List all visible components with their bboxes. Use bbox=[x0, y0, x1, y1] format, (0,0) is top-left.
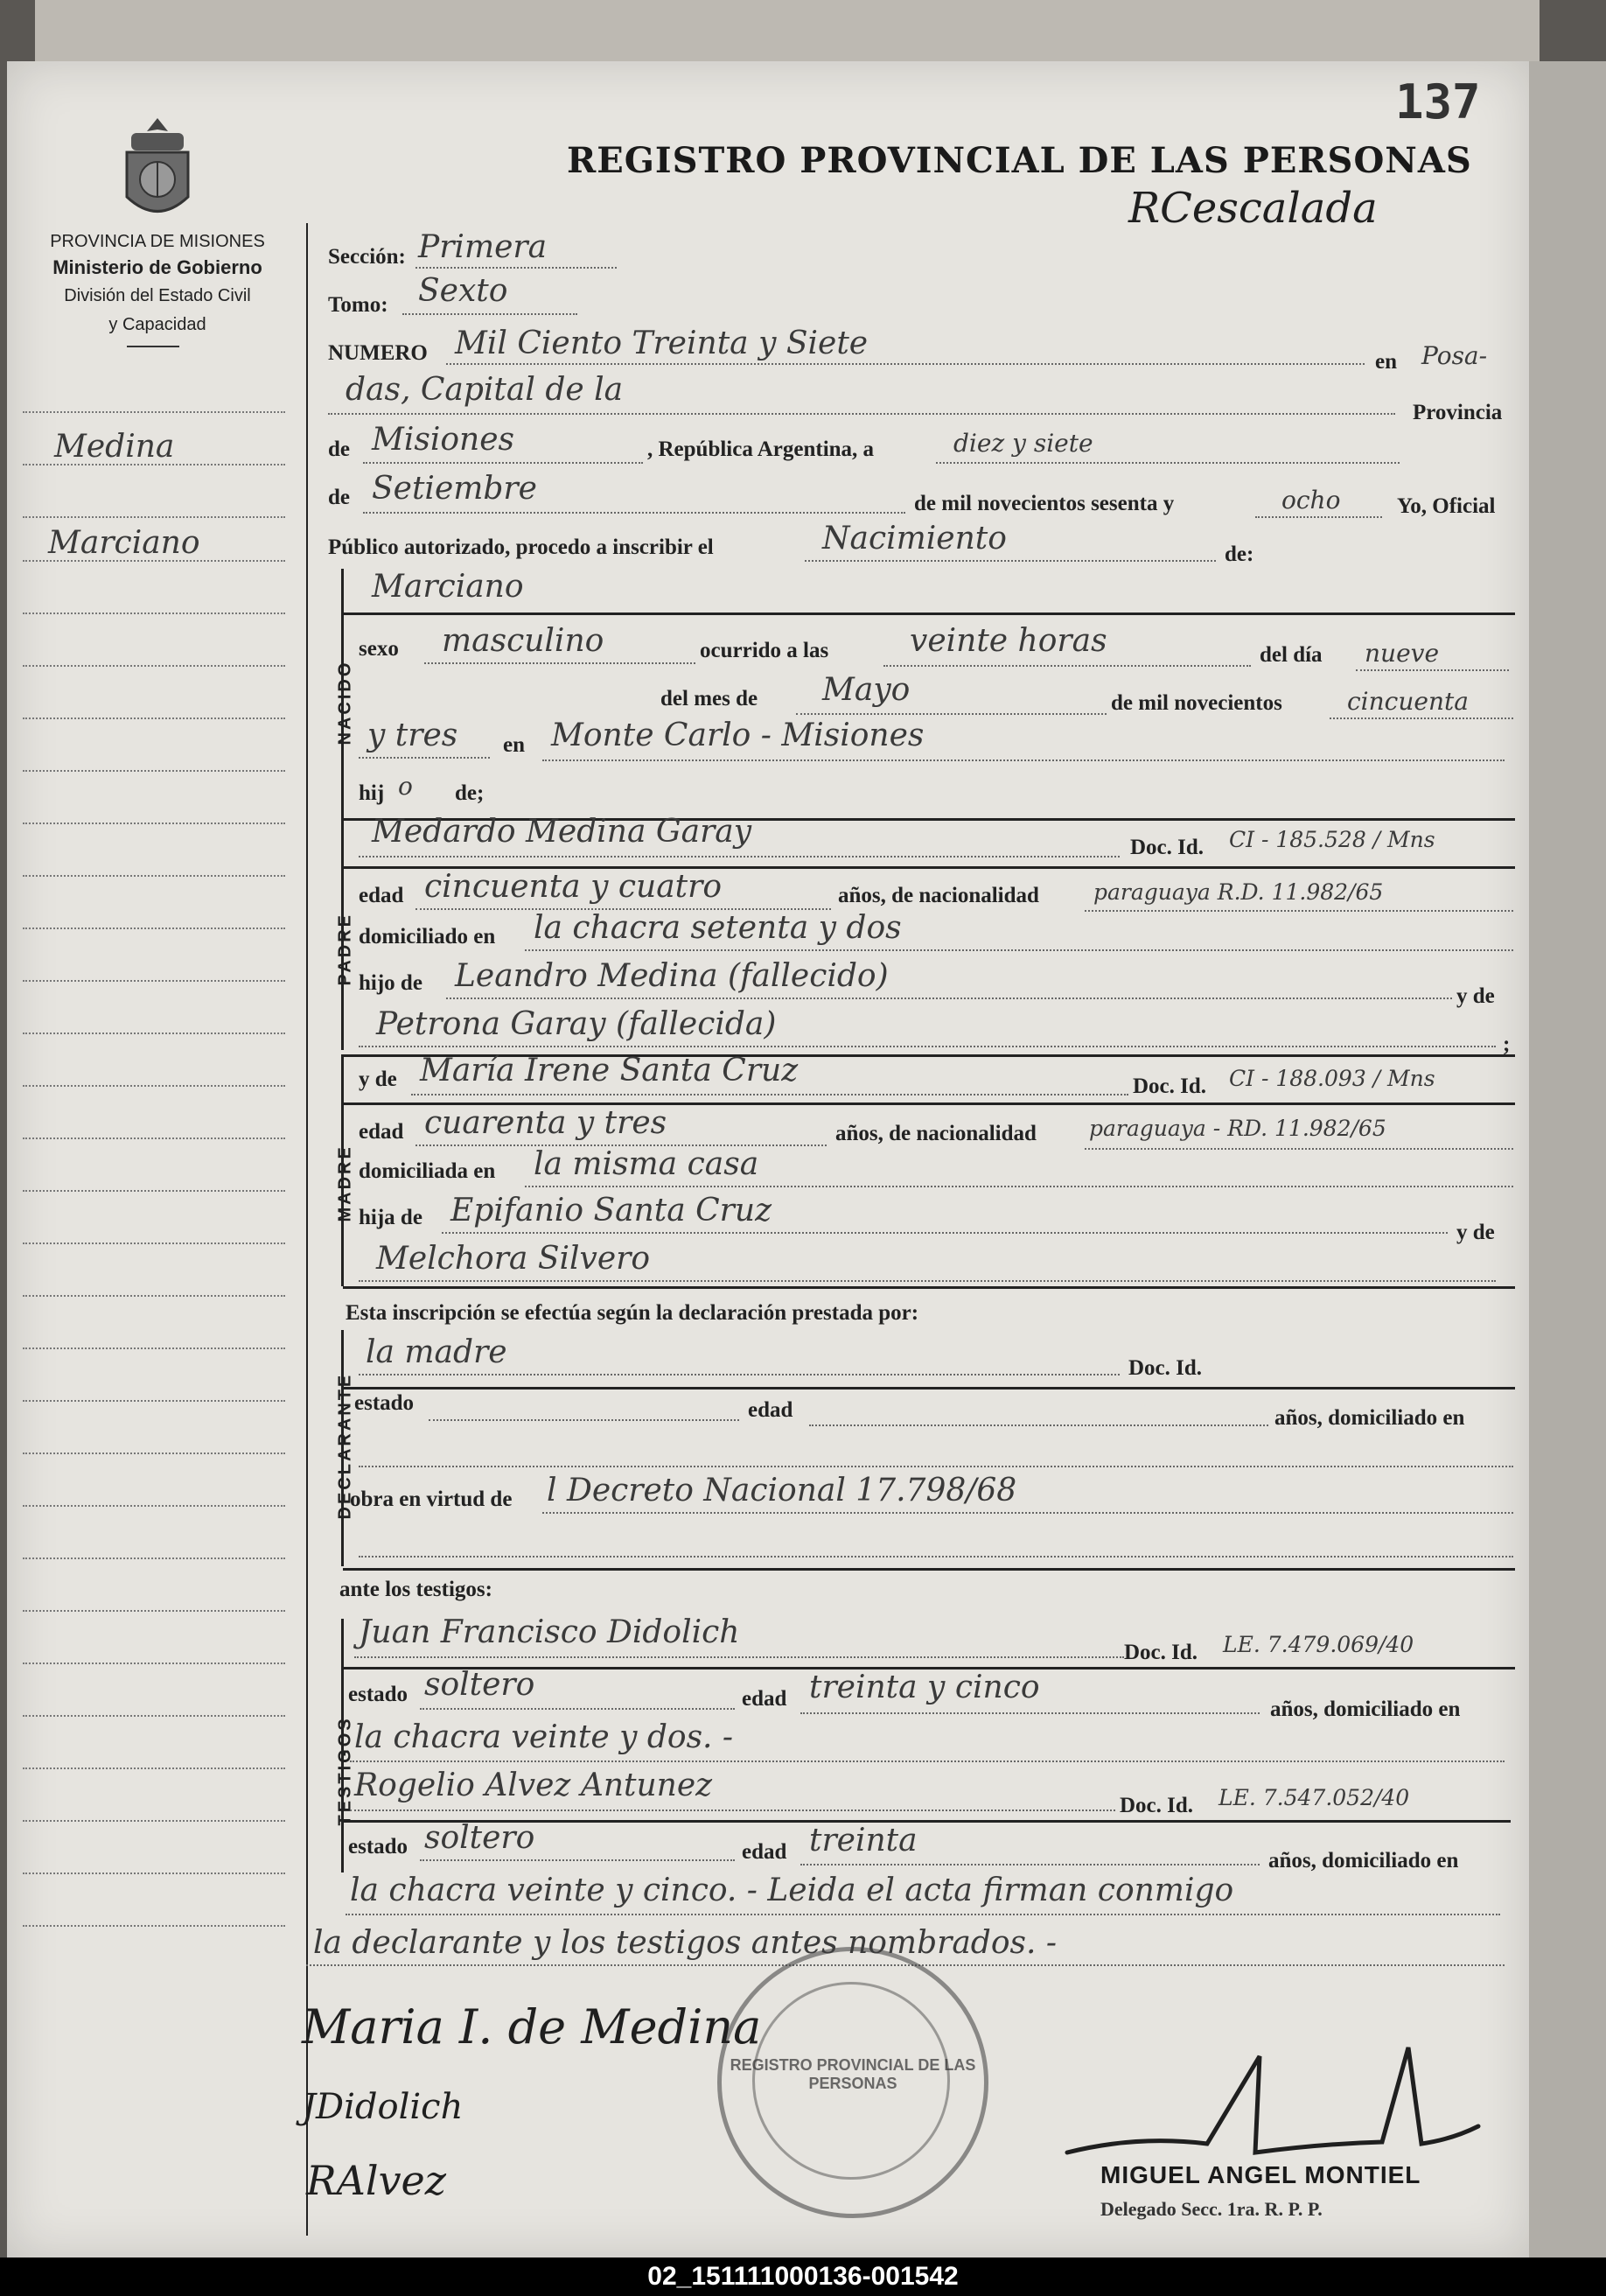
anio-line bbox=[1255, 516, 1382, 518]
madre-y-de-label-2: y de bbox=[1456, 1221, 1495, 1244]
numero-label: NUMERO bbox=[328, 341, 428, 365]
signature-testigo-1: JDidolich bbox=[302, 2087, 464, 2127]
official-seal: REGISTRO PROVINCIAL DE LAS PERSONAS bbox=[717, 1947, 988, 2218]
republica-label: , República Argentina, a bbox=[647, 438, 875, 461]
madre-hija-label: hija de bbox=[359, 1206, 422, 1229]
margin-line bbox=[23, 1505, 285, 1507]
anio-nac-line bbox=[1330, 718, 1513, 719]
nombre-value: Marciano bbox=[372, 569, 524, 605]
testigo-1-doc-value: LE. 7.479.069/40 bbox=[1223, 1632, 1414, 1657]
declarante-anos-label: años, domiciliado en bbox=[1274, 1406, 1465, 1430]
testigo-2-edad-label: edad bbox=[742, 1840, 787, 1864]
madre-anos-label: años, de nacionalidad bbox=[835, 1122, 1037, 1145]
obra-line-2 bbox=[359, 1556, 1513, 1558]
madre-doc-value: CI - 188.093 / Mns bbox=[1229, 1066, 1435, 1091]
signature-madre: Maria I. de Medina bbox=[302, 1999, 762, 2054]
madre-edad-value: cuarenta y tres bbox=[424, 1105, 667, 1141]
testigo-2-anos-label: años, domiciliado en bbox=[1268, 1849, 1459, 1872]
padre-doc-value: CI - 185.528 / Mns bbox=[1229, 827, 1435, 852]
ante-label: ante los testigos: bbox=[339, 1578, 492, 1601]
ocurrido-label: ocurrido a las bbox=[700, 639, 829, 662]
dia-nac-line bbox=[1356, 669, 1509, 671]
margin-surname: Medina bbox=[54, 429, 175, 465]
anio-nac-1: cincuenta bbox=[1347, 687, 1469, 716]
closing-text: la declarante y los testigos antes nombrados. - bbox=[313, 1925, 1058, 1961]
signature-testigo-2: RAlvez bbox=[306, 2157, 447, 2204]
padre-domicilio-line bbox=[525, 949, 1513, 951]
testigo-2-domicilio-line bbox=[346, 1914, 1500, 1915]
margin-line bbox=[23, 1452, 285, 1454]
ministry-capacity: y Capacidad bbox=[108, 315, 206, 334]
padre-anos-label: años, de nacionalidad bbox=[838, 884, 1039, 907]
margin-line bbox=[23, 1820, 285, 1822]
madre-padre-line bbox=[442, 1232, 1448, 1234]
madre-madre-line bbox=[359, 1280, 1496, 1282]
padre-semicolon: ; bbox=[1503, 1032, 1511, 1056]
nacido-side-label: NACIDO bbox=[335, 660, 355, 746]
declarante-nombre-line bbox=[359, 1374, 1120, 1376]
padre-side-label: PADRE bbox=[335, 912, 355, 986]
padre-nombre-line bbox=[359, 856, 1120, 858]
testigo-1-estado-line bbox=[420, 1708, 735, 1710]
coat-of-arms-icon bbox=[114, 114, 201, 228]
declarante-domicilio-line bbox=[359, 1466, 1513, 1467]
padre-nombre: Medardo Medina Garay bbox=[372, 814, 752, 850]
hij-label: hij bbox=[359, 781, 385, 805]
tomo-line bbox=[402, 313, 577, 315]
testigo-2-doc-label: Doc. Id. bbox=[1120, 1794, 1194, 1817]
hij-suffix: o bbox=[398, 772, 413, 801]
sexo-line bbox=[424, 662, 695, 664]
margin-line bbox=[23, 875, 285, 877]
lugar-nac-line bbox=[542, 760, 1505, 761]
margin-line bbox=[23, 1242, 285, 1244]
madre-nac-line bbox=[1085, 1148, 1513, 1150]
en-label: en bbox=[1375, 350, 1397, 374]
margin-line bbox=[23, 822, 285, 824]
tomo-value: Sexto bbox=[418, 273, 508, 309]
oficial-cargo: Delegado Secc. 1ra. R. P. P. bbox=[1100, 2198, 1323, 2220]
madre-madre: Melchora Silvero bbox=[376, 1241, 651, 1277]
margin-line bbox=[23, 1295, 285, 1297]
de-colon-label: de: bbox=[1225, 542, 1254, 566]
inscripcion-label: Esta inscripción se efectúa según la declaración prestada por: bbox=[346, 1301, 919, 1325]
testigo-2-nombre: Rogelio Alvez Antunez bbox=[354, 1768, 713, 1803]
sexo-label: sexo bbox=[359, 637, 399, 661]
padre-madre-line bbox=[359, 1046, 1496, 1047]
madre-domicilio: la misma casa bbox=[534, 1146, 759, 1182]
seccion-label: Sección: bbox=[328, 245, 406, 269]
padre-hijo-label: hijo de bbox=[359, 971, 422, 995]
file-caption: 02_151111000136-001542 bbox=[0, 2258, 1606, 2296]
madre-side-label: MADRE bbox=[335, 1144, 355, 1222]
decreto-line bbox=[542, 1512, 1513, 1514]
dia-nac-value: nueve bbox=[1365, 639, 1440, 668]
numero-line bbox=[446, 363, 1365, 365]
top-signature: RCescalada bbox=[1128, 184, 1378, 233]
declarante-edad-label: edad bbox=[748, 1398, 793, 1422]
en-lugar-label: en bbox=[503, 733, 525, 757]
madre-domicilio-label: domiciliada en bbox=[359, 1159, 496, 1183]
del-mes-label: del mes de bbox=[660, 687, 758, 710]
madre-domicilio-line bbox=[525, 1186, 1513, 1187]
testigo-2-estado: soltero bbox=[424, 1820, 535, 1856]
margin-line bbox=[23, 1610, 285, 1612]
anio-nac-2-line bbox=[359, 757, 490, 759]
yo-oficial-label: Yo, Oficial bbox=[1397, 494, 1496, 518]
margin-line bbox=[23, 1085, 285, 1087]
mes-value: Setiembre bbox=[372, 471, 537, 507]
padre-padre-line bbox=[446, 998, 1452, 999]
padre-domicilio: la chacra setenta y dos bbox=[534, 910, 902, 946]
testigo-1-anos-label: años, domiciliado en bbox=[1270, 1698, 1461, 1721]
declarante-doc-label: Doc. Id. bbox=[1128, 1356, 1203, 1380]
declarante-side-label: DECLARANTE bbox=[335, 1372, 355, 1520]
padre-y-de-label: y de bbox=[1456, 984, 1495, 1008]
dia-line bbox=[936, 462, 1400, 464]
padre-edad-value: cincuenta y cuatro bbox=[424, 869, 723, 905]
padre-nacionalidad: paraguaya R.D. 11.982/65 bbox=[1093, 879, 1384, 905]
margin-line bbox=[23, 1400, 285, 1402]
madre-y-de-label: y de bbox=[359, 1068, 397, 1091]
declarante-edad-line bbox=[809, 1424, 1268, 1426]
margin-given-name: Marciano bbox=[48, 525, 200, 561]
margin-line bbox=[23, 1558, 285, 1559]
declarante-estado-line bbox=[429, 1419, 739, 1421]
margin-line bbox=[23, 1715, 285, 1717]
testigo-1-doc-label: Doc. Id. bbox=[1124, 1641, 1198, 1664]
testigo-1-nombre-line bbox=[354, 1656, 1124, 1658]
testigo-2-estado-label: estado bbox=[348, 1835, 408, 1858]
ministry-province: PROVINCIA DE MISIONES bbox=[50, 232, 265, 251]
testigo-1-edad-label: edad bbox=[742, 1687, 787, 1711]
madre-edad-label: edad bbox=[359, 1120, 404, 1144]
en-value-1: Posa- bbox=[1421, 341, 1488, 370]
hora-line bbox=[883, 665, 1251, 667]
mes-nac-value: Mayo bbox=[822, 672, 911, 708]
del-dia-label: del día bbox=[1260, 643, 1323, 667]
binder-top-edge bbox=[35, 0, 1540, 63]
padre-doc-label: Doc. Id. bbox=[1130, 836, 1204, 859]
seccion-line bbox=[415, 267, 617, 269]
madre-nombre: María Irene Santa Cruz bbox=[420, 1053, 799, 1088]
mes-nac-line bbox=[796, 713, 1107, 715]
testigo-2-domicilio: la chacra veinte y cinco. - Leida el acta firman conmigo bbox=[350, 1872, 1234, 1908]
margin-line bbox=[23, 1872, 285, 1874]
hij-de-label: de; bbox=[455, 781, 485, 805]
margin-line bbox=[23, 1032, 285, 1034]
madre-end-rule bbox=[343, 1286, 1515, 1289]
madre-doc-label: Doc. Id. bbox=[1133, 1074, 1207, 1098]
declarante-name-rule bbox=[343, 1387, 1515, 1390]
de-label: de bbox=[328, 438, 350, 461]
tomo-label: Tomo: bbox=[328, 293, 388, 317]
anio-value: ocho bbox=[1281, 486, 1341, 514]
margin-line bbox=[23, 718, 285, 719]
en-line-2 bbox=[328, 413, 1395, 415]
declarante-estado-label: estado bbox=[354, 1391, 415, 1415]
provincia-value: Misiones bbox=[372, 422, 515, 458]
en-value-2: das, Capital de la bbox=[346, 372, 624, 408]
seccion-value: Primera bbox=[418, 229, 548, 265]
testigo-1-estado-label: estado bbox=[348, 1683, 408, 1706]
testigo-2-nombre-line bbox=[350, 1810, 1115, 1811]
padre-padre: Leandro Medina (fallecido) bbox=[455, 958, 889, 994]
oficial-name: MIGUEL ANGEL MONTIEL bbox=[1100, 2161, 1421, 2188]
ministry-division: División del Estado Civil bbox=[64, 286, 251, 305]
margin-line bbox=[23, 1348, 285, 1349]
padre-edad-label: edad bbox=[359, 884, 404, 907]
testigo-2-doc-value: LE. 7.547.052/40 bbox=[1218, 1785, 1410, 1810]
sexo-value: masculino bbox=[442, 623, 604, 659]
lugar-nac-value: Monte Carlo - Misiones bbox=[551, 718, 925, 753]
margin-line bbox=[23, 928, 285, 929]
testigo-1-edad-line bbox=[800, 1712, 1260, 1714]
margin-line bbox=[23, 770, 285, 772]
padre-nac-line bbox=[1085, 910, 1513, 912]
margin-line bbox=[23, 1138, 285, 1139]
provincia-line bbox=[363, 462, 643, 464]
margin-line bbox=[23, 1925, 285, 1927]
margin-line bbox=[23, 411, 285, 413]
testigo-2-estado-line bbox=[420, 1859, 735, 1861]
testigo-2-edad: treinta bbox=[809, 1823, 918, 1858]
anio-nac-2: y tres bbox=[367, 718, 458, 753]
testigo-2-edad-line bbox=[800, 1864, 1260, 1866]
de-mil-label: de mil novecientos sesenta y bbox=[914, 492, 1175, 515]
madre-padre: Epifanio Santa Cruz bbox=[450, 1193, 772, 1228]
margin-line bbox=[23, 1190, 285, 1192]
testigo-1-edad: treinta y cinco bbox=[809, 1670, 1040, 1705]
obra-label: obra en virtud de bbox=[350, 1488, 513, 1511]
ministry-name: Ministerio de Gobierno bbox=[52, 256, 262, 278]
testigo-1-estado: soltero bbox=[424, 1667, 535, 1703]
acto-value: Nacimiento bbox=[822, 521, 1007, 556]
declarante-nombre: la madre bbox=[366, 1334, 507, 1370]
page-number: 137 bbox=[1395, 74, 1481, 130]
numero-value: Mil Ciento Treinta y Siete bbox=[455, 326, 869, 361]
margin-line bbox=[23, 612, 285, 614]
decreto-value: l Decreto Nacional 17.798/68 bbox=[547, 1473, 1017, 1508]
testigo-1-nombre: Juan Francisco Didolich bbox=[359, 1614, 740, 1650]
margin-line bbox=[23, 980, 285, 982]
margin-divider bbox=[306, 223, 308, 2236]
acto-line bbox=[805, 560, 1216, 562]
padre-domicilio-label: domiciliado en bbox=[359, 925, 496, 948]
de-mil-nov-label: de mil novecientos bbox=[1111, 691, 1282, 715]
ministry-divider bbox=[127, 346, 179, 347]
binder-right-edge bbox=[1529, 61, 1606, 2258]
margin-line bbox=[23, 1662, 285, 1664]
de-mes-label: de bbox=[328, 486, 350, 509]
mes-line bbox=[363, 512, 905, 514]
margin-line bbox=[23, 665, 285, 667]
provincia-label: Provincia bbox=[1413, 401, 1503, 424]
nombre-rule bbox=[343, 612, 1515, 615]
publico-label: Público autorizado, procedo a inscribir el bbox=[328, 536, 714, 559]
margin-line bbox=[23, 1768, 285, 1769]
madre-nombre-line bbox=[411, 1094, 1128, 1096]
padre-madre: Petrona Garay (fallecida) bbox=[376, 1006, 777, 1042]
madre-nacionalidad: paraguaya - RD. 11.982/65 bbox=[1089, 1116, 1386, 1141]
page-title: REGISTRO PROVINCIAL DE LAS PERSONAS bbox=[567, 140, 1472, 181]
testigo-1-domicilio-line bbox=[350, 1760, 1505, 1762]
testigo-1-domicilio: la chacra veinte y dos. - bbox=[354, 1719, 734, 1755]
margin-line bbox=[23, 516, 285, 518]
dia-value: diez y siete bbox=[953, 429, 1093, 458]
testigos-side-label: TESTIGOS bbox=[335, 1716, 355, 1826]
declarante-end-rule bbox=[343, 1568, 1515, 1571]
hora-value: veinte horas bbox=[910, 623, 1107, 659]
